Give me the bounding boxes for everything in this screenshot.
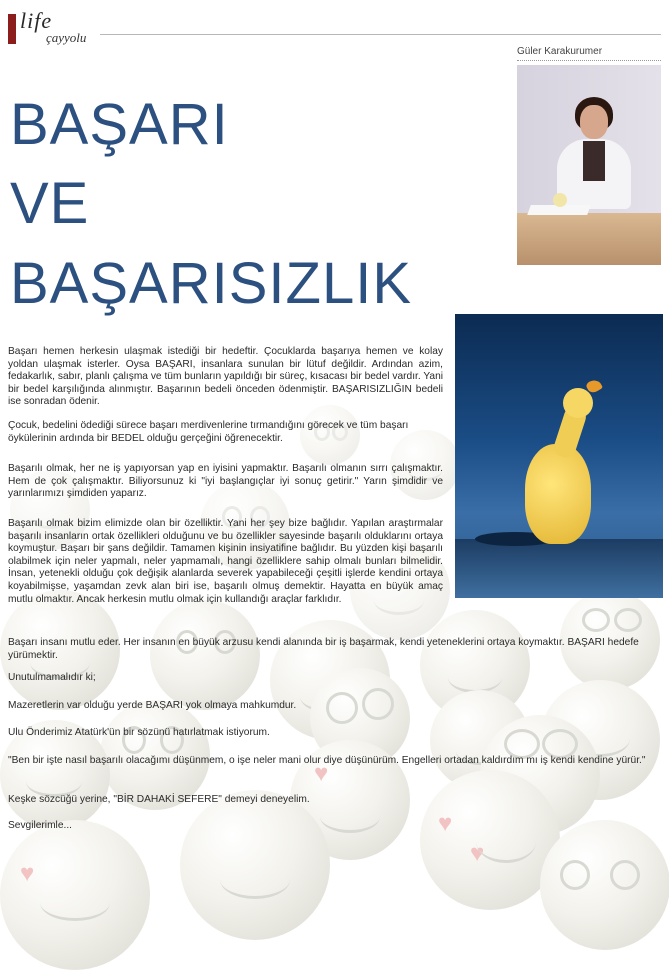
paragraph: Başarı insanı mutlu eder. Her insanın en büyük arzusu kendi alanında bir iş başarmak, kendi yeteneklerini ortaya koymaktır. BAŞARI hedefe yürümektir. [8,637,639,661]
smiley-ball-icon [180,790,330,940]
author-name: Güler Karakurumer [517,46,603,57]
paragraph: Başarı hemen herkesin ulaşmak istediği bir hedeftir. Çocuklarda başarıya hemen ve kolay yoldan ulaşmak isterler. Oysa BAŞARI, insanlara sunulan bir lütuf değildir. Ardından azim, fedakarlık, sabır, planlı çalışma ve tüm bunların yapıldığı bir süreç, kısacası bir bedel vardır. Yani bir bedel karşılığında alınmıştır. Başarının bedeli önceden ödenmiştir. BAŞARISIZLIĞIN bedeli ise sonradan ödenir. [8,346,443,408]
smiley-ball-icon: ♥ [0,820,150,970]
duckling-photo [455,314,663,598]
paragraph: Başarılı olmak, her ne iş yapıyorsan yap en iyisini yapmaktır. Başarılı olmanın sırrı çalışmaktır. Hem de çok çalışmaktır. Biliyorsunuz ki "iyi başlangıçlar iyi sonuç getirir." Yarın şimdidir ve yarınlarımızı şimdiden yaparız. [8,463,443,500]
author-divider [517,60,661,61]
magazine-section: çayyolu [46,30,87,45]
magazine-brand: life [20,8,53,33]
header-accent-bar [8,14,16,44]
smiley-ball-icon: ♥ [290,740,410,860]
paragraph: Çocuk, bedelini ödediği sürece başarı merdivenlerine tırmandığını görecek ve tüm başarı öykülerinin ardında bir BEDEL olduğu gerçeğini öğrenecektir. [8,420,409,444]
author-photo [517,65,661,265]
article-title-line3: BAŞARISIZLIK [10,251,413,316]
closing-signoff: Sevgilerimle... [8,820,72,831]
paragraph: Keşke sözcüğü yerine, "BİR DAHAKİ SEFERE" demeyi deneyelim. [8,794,310,805]
paragraph: Unutulmamalıdır ki; [8,672,96,683]
article-title-line1: BAŞARI [10,92,229,157]
header-divider [100,34,661,35]
quote-paragraph: "Ben bir işte nasıl başarılı olacağımı düşünmem, o işe neler mani olur diye düşünürüm. Engelleri ortadan kaldırdım mı iş kendi kendine yürür." [8,755,646,766]
paragraph: Mazeretlerin var olduğu yerde BAŞARI yok olmaya mahkumdur. [8,700,297,711]
paragraph: Başarılı olmak bizim elimizde olan bir özelliktir. Yani her şey bize bağlıdır. Yapılan araştırmalar başarılı insanların ortak özellikleri olduğunu ve bu özellikler sayesinde başarılı olduklarını ortaya koymuştur. Başarı bir şans değildir. Tamamen kişinin insiyatifine bağlıdır. Bu yüzden kişi başarılı olabilmek için neler yapmalı, neler yapmamalı, hangi özelliklere sahip olmalı bunları bilmelidir. İnsan, yetenekli olduğu çok değişik alanlarda severek yapabileceği çeşitli işlerde kendini ortaya koyabilmişse, yaşamdan zevk alan biri ise, başarılı olmuş demektir. Hayatta en büyük amaç mutlu olmaktır. Ancak herkesin mutlu olmak için kullandığı araçlar farklıdır. [8,518,443,605]
smiley-ball-icon: ♥ ♥ [420,770,560,910]
paragraph: Ulu Önderimiz Atatürk'ün bir sözünü hatırlatmak istiyorum. [8,727,270,738]
article-title-line2: VE [10,171,90,236]
smiley-ball-icon [540,820,669,950]
